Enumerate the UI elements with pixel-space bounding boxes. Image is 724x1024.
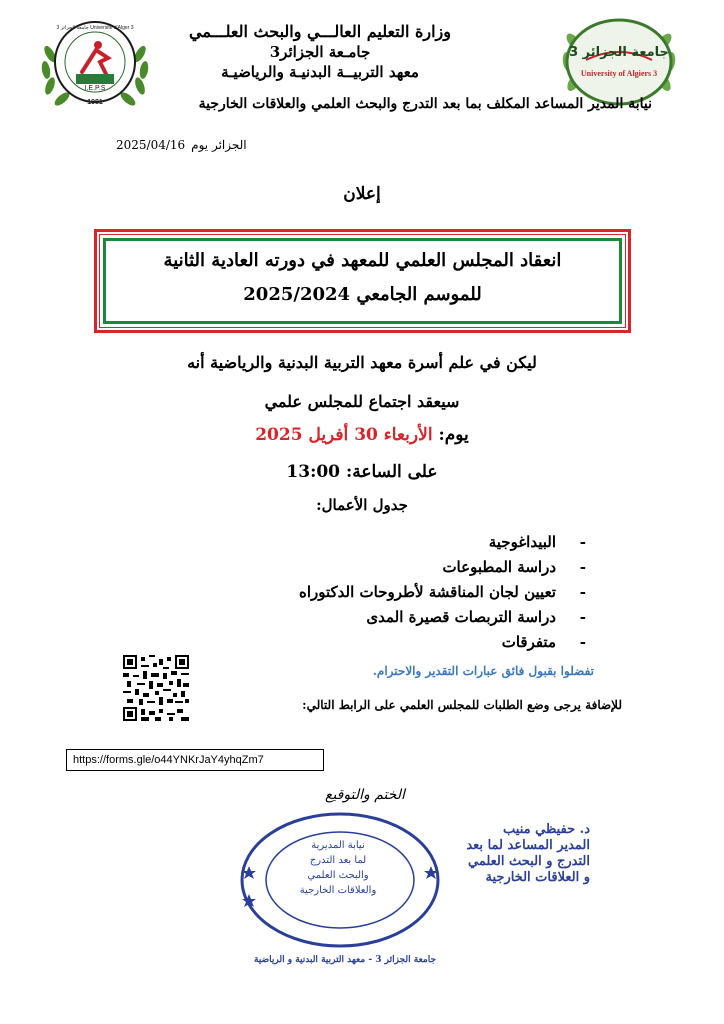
stamp-line: والبحث العلمي: [307, 870, 369, 881]
agenda-item: متفرقات: [501, 633, 556, 651]
agenda-label: جدول الأعمال:: [316, 496, 408, 514]
stamp-line: والعلاقات الخارجية: [299, 885, 377, 896]
date-label: الجزائر يوم: [191, 138, 247, 152]
list-bullet: -: [579, 583, 586, 601]
signer-title-line: و العلاقات الخارجية: [485, 870, 590, 885]
agenda-item: دراسة التربصات قصيرة المدى: [366, 608, 556, 626]
time-value: 13:00: [286, 462, 341, 482]
framed-title: [110, 244, 615, 312]
stamp-center-text: [268, 838, 408, 898]
logo-left-ring-text: جامعة الجزائر 3 Université d'Alger 3: [56, 25, 134, 31]
qr-code[interactable]: [123, 655, 189, 721]
list-bullet: -: [579, 633, 586, 651]
signer-block: [412, 822, 590, 886]
intro-line-1: ليكن في علم أسرة معهد التربية البدنية والرياضية أنه: [187, 353, 537, 372]
agenda-list: [299, 530, 586, 655]
form-link[interactable]: https://forms.gle/o44YNKrJaY4yhqZm7: [66, 749, 324, 771]
list-bullet: -: [579, 558, 586, 576]
agenda-item: البيداغوجية: [488, 533, 556, 551]
stamp-line: لما بعد التدرج: [309, 855, 367, 866]
framed-title-line2: للموسم الجامعي 2025/2024: [243, 284, 482, 305]
stamp-line: نيابة المديرية: [311, 840, 365, 851]
day-label: يوم:: [438, 425, 469, 445]
logo-right-english: University of Algiers 3: [580, 69, 658, 78]
time-label: على الساعة:: [345, 462, 438, 482]
list-bullet: -: [579, 608, 586, 626]
framed-title-line1: انعقاد المجلس العلمي للمعهد في دورته العادية الثانية: [163, 250, 562, 271]
ministry-name: وزارة التعليم العالـــي والبحث العلـــمي: [188, 22, 451, 41]
day-value: الأربعاء 30 أفريل 2025: [255, 425, 433, 445]
university-name: جامـعة الجزائر3: [269, 43, 371, 61]
list-bullet: -: [579, 533, 586, 551]
list-item: [299, 605, 586, 630]
meeting-time: [0, 462, 724, 482]
logo-right-arabic: جامعة الجزائر 3: [569, 45, 669, 60]
announcement-title: إعلان: [343, 184, 381, 204]
list-item: [299, 555, 586, 580]
header-block: [150, 22, 490, 82]
issue-date: [110, 138, 247, 152]
intro-line-2: سيعقد اجتماع للمجلس علمي: [264, 392, 460, 411]
logo-left-acronym: I.E.P.S: [84, 85, 106, 92]
additional-note: للإضافة يرجى وضع الطلبات للمجلس العلمي على الرابط التالي:: [302, 698, 622, 712]
list-item: [299, 580, 586, 605]
signer-title-line: المدير المساعد لما بعد: [466, 838, 590, 853]
closing-line: تفضلوا بقبول فائق عبارات التقدير والاحترام.: [372, 664, 594, 678]
signature-label: الختم والتوقيع: [325, 787, 405, 803]
date-value: 2025/04/16: [116, 138, 186, 152]
institute-name: معهد التربيــة البدنيـة والرياضيـة: [221, 63, 419, 81]
signer-title-line: التدرج و البحث العلمي: [468, 854, 590, 869]
agenda-item: تعيين لجان المناقشة لأطروحات الدكتوراه: [299, 583, 556, 601]
list-item: [299, 530, 586, 555]
agenda-item: دراسة المطبوعات: [442, 558, 556, 576]
stamp-ring-text: جامعة الجزائر 3 - معهد التربية البدنية و الرياضية: [253, 955, 437, 965]
signer-name: د. حفيظي منيب: [503, 822, 590, 837]
logo-left-year: 1981: [87, 99, 103, 106]
office-name: نيابة المدير المساعد المكلف بما بعد التدرج والبحث العلمي والعلاقات الخارجية: [198, 96, 652, 112]
list-item: [299, 630, 586, 655]
meeting-day: [0, 425, 724, 445]
